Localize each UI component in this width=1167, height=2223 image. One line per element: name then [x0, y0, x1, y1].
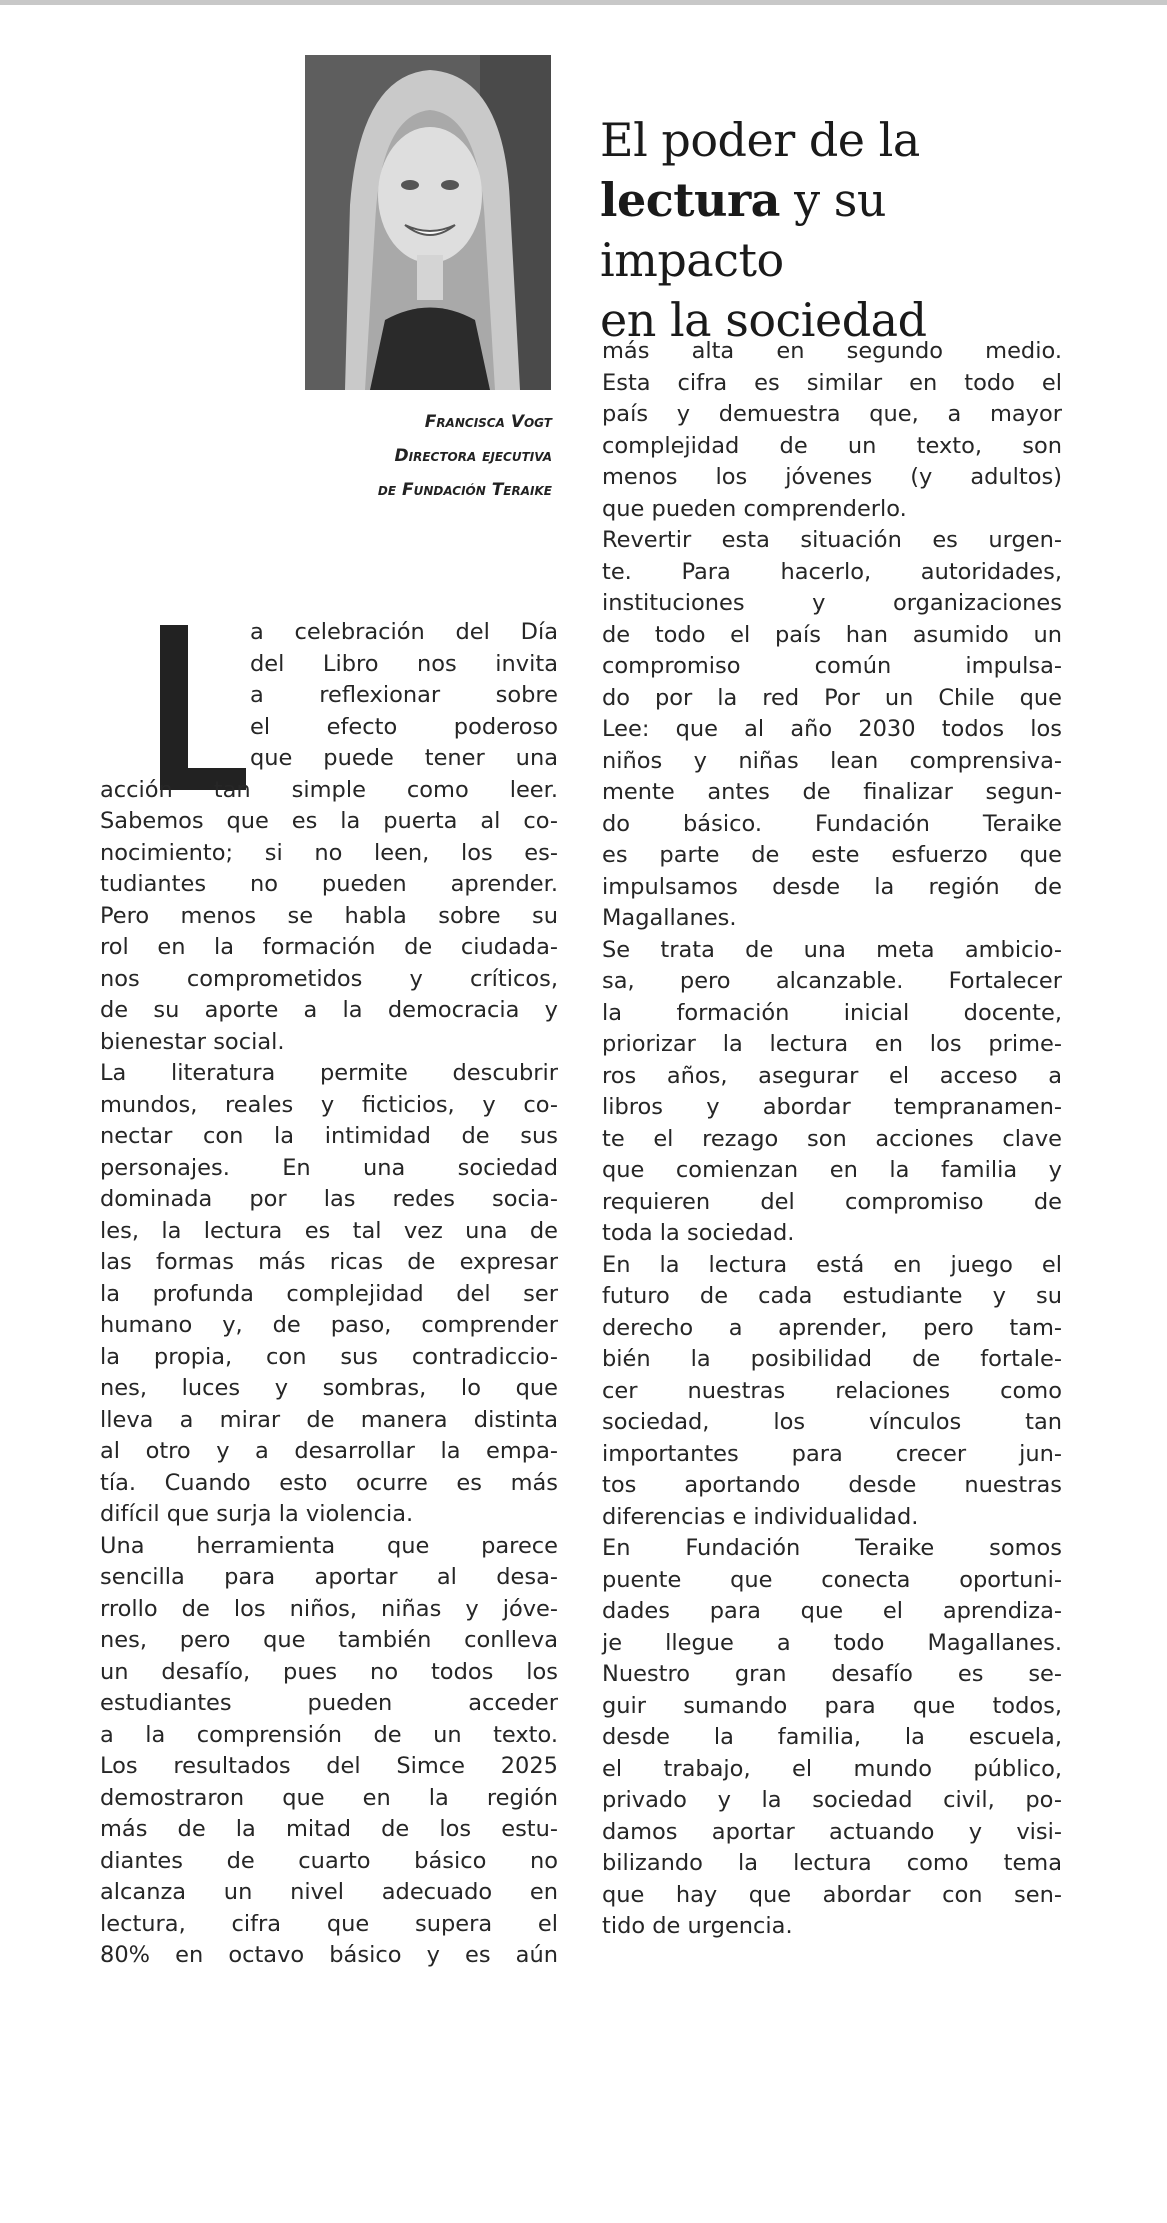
text-line: bilizando la lectura como tema: [602, 1850, 1062, 1876]
text-line: a celebración del Día: [250, 619, 558, 645]
text-line: mente antes de finalizar segun-: [602, 779, 1062, 805]
text-line: al otro y a desarrollar la empa-: [100, 1438, 558, 1464]
text-line: sa, pero alcanzable. Fortalecer: [602, 968, 1062, 994]
author-organization: de Fundación Teraike: [377, 480, 552, 500]
text-line: tudiantes no pueden aprender.: [100, 871, 558, 897]
text-line: el trabajo, el mundo público,: [602, 1755, 1062, 1782]
text-line: a reflexionar sobre: [250, 682, 558, 708]
text-line: te. Para hacerlo, autoridades,: [602, 558, 1062, 585]
text-line: la propia, con sus contradiccio-: [100, 1343, 558, 1370]
title-line-3: en la sociedad: [600, 293, 927, 347]
text-line: a la comprensión de un texto.: [100, 1721, 558, 1748]
text-line: un desafío, pues no todos los: [100, 1658, 558, 1685]
author-byline: [200, 405, 552, 507]
text-line: la formación inicial docente,: [602, 999, 1062, 1026]
text-line: En Fundación Teraike somos: [602, 1535, 1062, 1561]
text-line: mundos, reales y ficticios, y co-: [100, 1091, 558, 1118]
author-photo: [305, 55, 551, 390]
text-line: nes, luces y sombras, lo que: [100, 1375, 558, 1401]
text-line: de todo el país han asumido un: [602, 621, 1062, 648]
text-line: damos aportar actuando y visi-: [602, 1818, 1062, 1845]
text-line: do por la red Por un Chile que: [602, 684, 1062, 711]
text-line: toda la sociedad.: [602, 1220, 795, 1246]
text-line: nectar con la intimidad de sus: [100, 1123, 558, 1149]
text-line: dominada por las redes socia-: [100, 1186, 558, 1212]
text-line: privado y la sociedad civil, po-: [602, 1787, 1062, 1813]
text-line: instituciones y organizaciones: [602, 590, 1062, 616]
text-line: sociedad, los vínculos tan: [602, 1409, 1062, 1435]
text-line: Sabemos que es la puerta al co-: [100, 808, 558, 834]
text-line: ros años, asegurar el acceso a: [602, 1062, 1062, 1089]
top-rule: [0, 0, 1167, 5]
text-line: más alta en segundo medio.: [602, 338, 1062, 364]
text-line: tido de urgencia.: [602, 1913, 793, 1939]
text-line: do básico. Fundación Teraike: [602, 810, 1062, 837]
text-line: Se trata de una meta ambicio-: [602, 936, 1062, 963]
text-line: lleva a mirar de manera distinta: [100, 1406, 558, 1433]
text-line: priorizar la lectura en los prime-: [602, 1031, 1062, 1057]
text-line: difícil que surja la violencia.: [100, 1501, 414, 1527]
text-line: las formas más ricas de expresar: [100, 1249, 558, 1275]
text-line: futuro de cada estudiante y su: [602, 1283, 1062, 1309]
text-line: En la lectura está en juego el: [602, 1251, 1062, 1278]
text-line: libros y abordar tempranamen-: [602, 1094, 1062, 1120]
text-line: del Libro nos invita: [250, 650, 558, 677]
text-line: rrollo de los niños, niñas y jóve-: [100, 1595, 558, 1622]
text-line: nes, pero que también conlleva: [100, 1627, 558, 1653]
text-line: el efecto poderoso: [250, 713, 558, 740]
text-line: de su aporte a la democracia y: [100, 997, 558, 1023]
text-line: te el rezago son acciones clave: [602, 1125, 1062, 1152]
title-line-2: [600, 170, 1070, 290]
text-line: nocimiento; si no leen, los es-: [100, 839, 558, 866]
text-line: complejidad de un texto, son: [602, 432, 1062, 459]
text-line: diantes de cuarto básico no: [100, 1847, 558, 1874]
text-line: bienestar social.: [100, 1028, 285, 1055]
title-line-1: El poder de la: [600, 113, 920, 167]
portrait-image: [305, 55, 551, 390]
text-line: guir sumando para que todos,: [602, 1692, 1062, 1719]
text-line: que comienzan en la familia y: [602, 1157, 1062, 1183]
text-line: cer nuestras relaciones como: [602, 1377, 1062, 1404]
text-line: diferencias e individualidad.: [602, 1503, 919, 1530]
text-line: Lee: que al año 2030 todos los: [602, 716, 1062, 742]
text-line: je llegue a todo Magallanes.: [602, 1629, 1062, 1656]
text-line: Una herramienta que parece: [100, 1532, 558, 1559]
text-line: estudiantes pueden acceder: [100, 1690, 558, 1716]
text-line: 80% en octavo básico y es aún: [100, 1942, 558, 1968]
text-line: La literatura permite descubrir: [100, 1060, 558, 1086]
text-line: les, la lectura es tal vez una de: [100, 1217, 558, 1244]
text-line: rol en la formación de ciudada-: [100, 934, 558, 960]
article-column-2: [602, 336, 1062, 1943]
text-line: desde la familia, la escuela,: [602, 1724, 1062, 1750]
text-line: más de la mitad de los estu-: [100, 1816, 558, 1842]
title-line-2-rest: y su impacto: [600, 173, 886, 287]
text-line: demostraron que en la región: [100, 1784, 558, 1811]
text-line: que pueden comprenderlo.: [602, 495, 907, 522]
text-line: que hay que abordar con sen-: [602, 1881, 1062, 1908]
text-line: la profunda complejidad del ser: [100, 1280, 558, 1307]
text-line: tos aportando desde nuestras: [602, 1472, 1062, 1498]
text-line: derecho a aprender, pero tam-: [602, 1314, 1062, 1341]
text-line: Esta cifra es similar en todo el: [602, 369, 1062, 396]
text-line: humano y, de paso, comprender: [100, 1312, 558, 1338]
text-line: Pero menos se habla sobre su: [100, 902, 558, 929]
article-title: [600, 110, 1070, 350]
title-emphasis: lectura: [600, 173, 780, 227]
text-line: que puede tener una: [250, 745, 558, 771]
text-line: bién la posibilidad de fortale-: [602, 1346, 1062, 1372]
text-line: Los resultados del Simce 2025: [100, 1753, 558, 1779]
author-role: Directora ejecutiva: [394, 446, 552, 466]
text-line: impulsamos desde la región de: [602, 873, 1062, 900]
text-line: personajes. En una sociedad: [100, 1154, 558, 1181]
text-line: niños y niñas lean comprensiva-: [602, 747, 1062, 774]
text-line: compromiso común impulsa-: [602, 653, 1062, 679]
text-line: Revertir esta situación es urgen-: [602, 527, 1062, 553]
text-line: Magallanes.: [602, 905, 737, 931]
text-line: importantes para crecer jun-: [602, 1440, 1062, 1467]
text-line: dades para que el aprendiza-: [602, 1598, 1062, 1624]
author-name: Francisca Vogt: [424, 412, 552, 432]
text-line: lectura, cifra que supera el: [100, 1910, 558, 1937]
article-column-1: [100, 617, 558, 1972]
text-line: país y demuestra que, a mayor: [602, 401, 1062, 427]
text-line: acción tan simple como leer.: [100, 776, 558, 803]
text-line: requieren del compromiso de: [602, 1188, 1062, 1215]
text-line: sencilla para aportar al desa-: [100, 1564, 558, 1590]
text-line: nos comprometidos y críticos,: [100, 965, 558, 992]
text-line: alcanza un nivel adecuado en: [100, 1879, 558, 1905]
text-line: puente que conecta oportuni-: [602, 1566, 1062, 1593]
text-line: Nuestro gran desafío es se-: [602, 1661, 1062, 1687]
text-line: es parte de este esfuerzo que: [602, 842, 1062, 868]
text-line: tía. Cuando esto ocurre es más: [100, 1469, 558, 1496]
text-line: menos los jóvenes (y adultos): [602, 464, 1062, 490]
